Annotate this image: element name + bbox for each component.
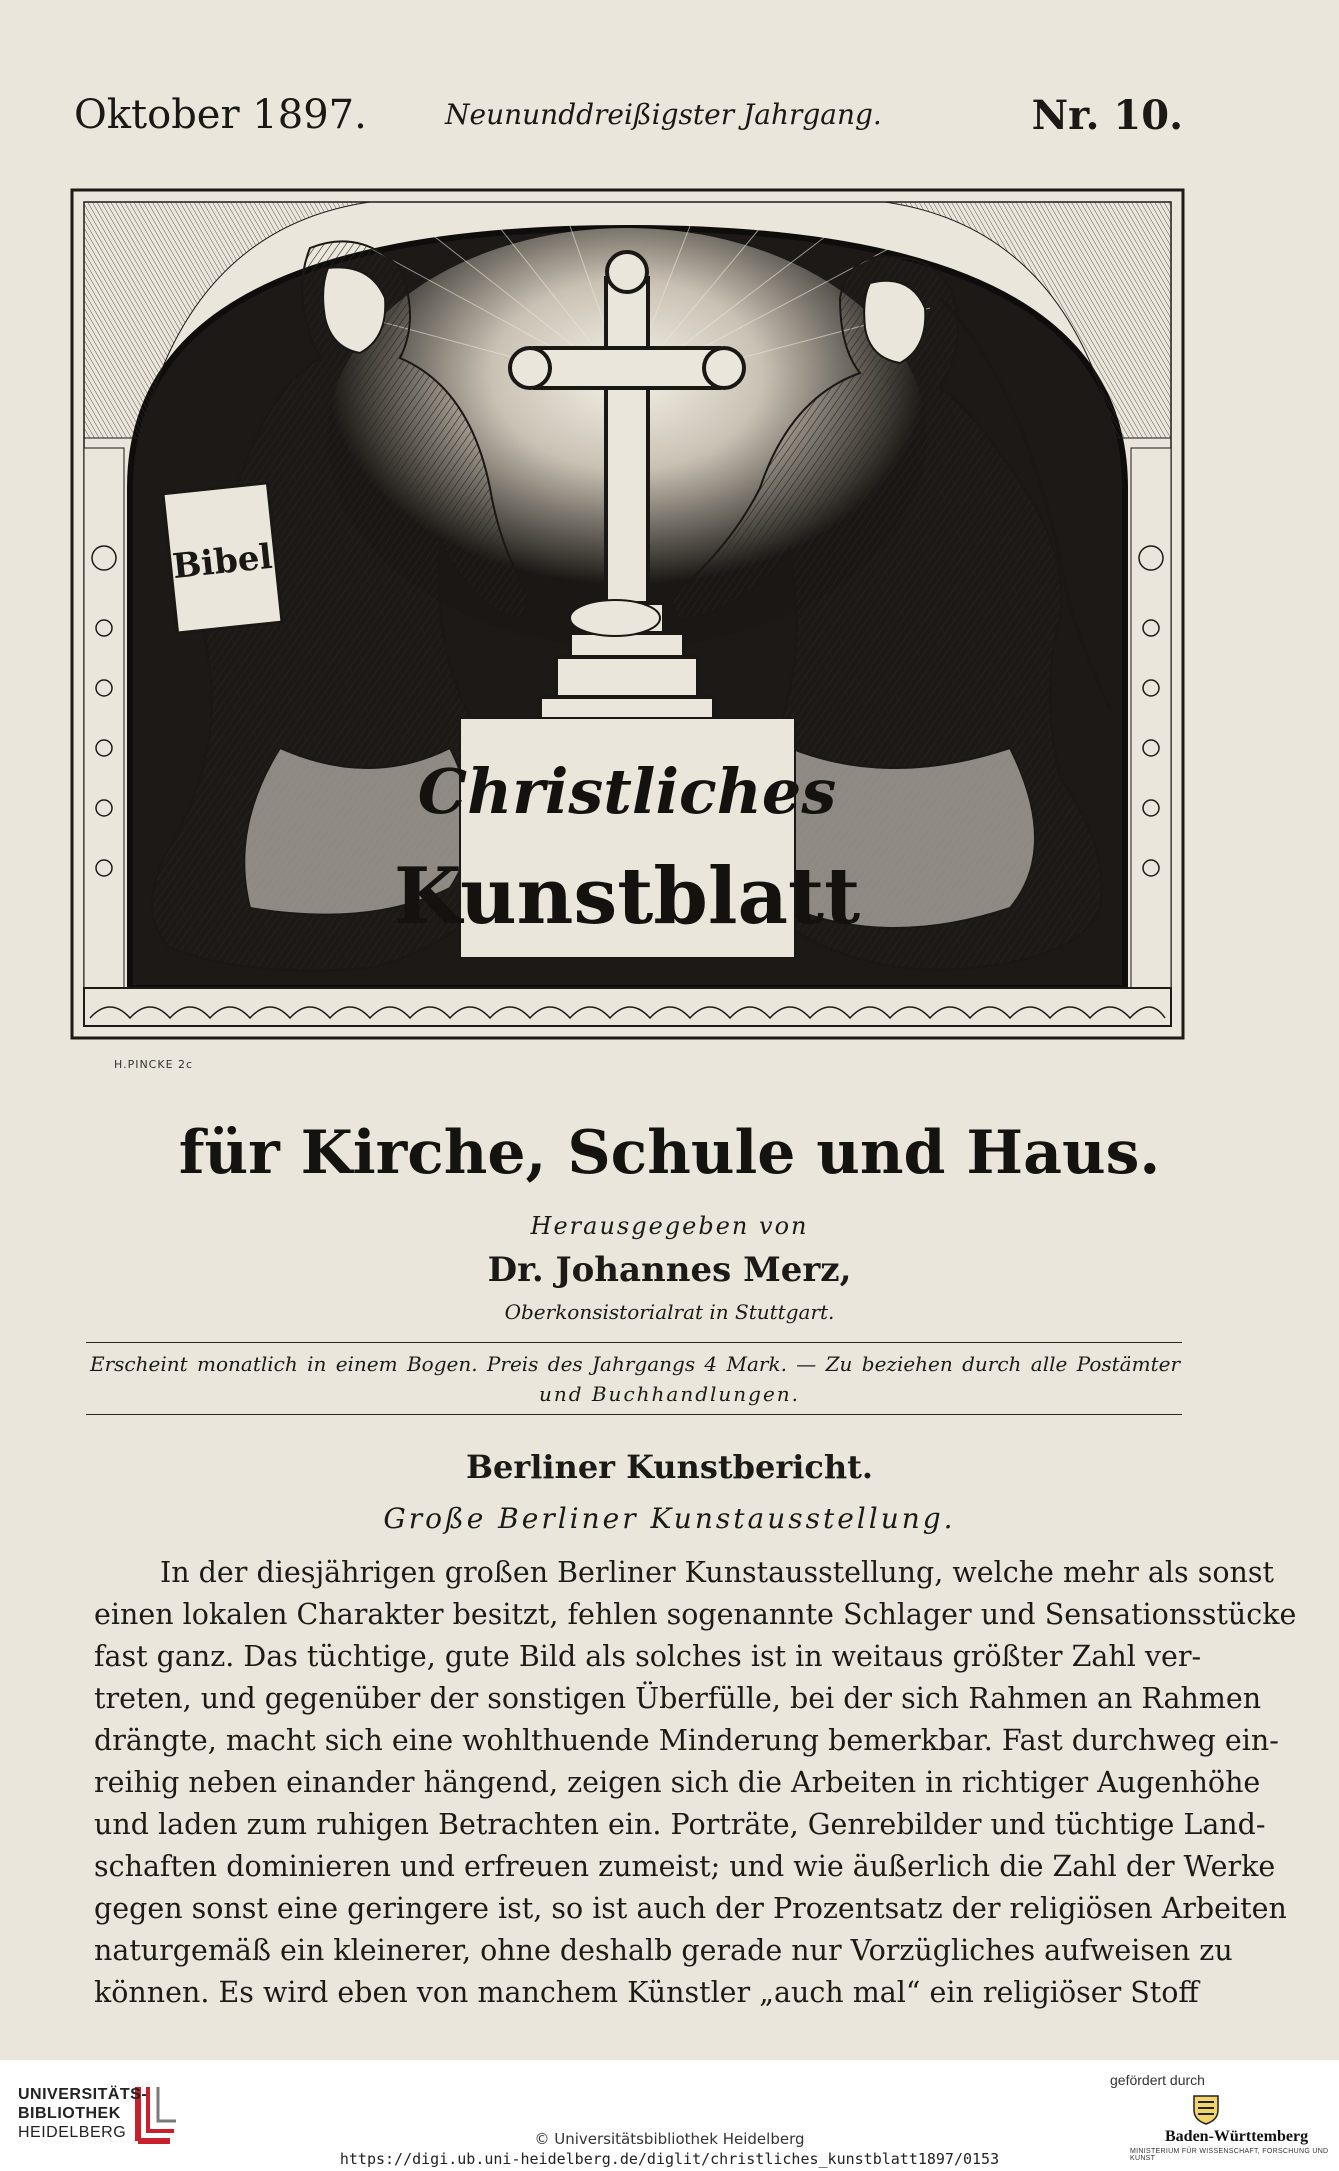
library-name-line3: HEIDELBERG [18, 2124, 127, 2141]
editor-name: Dr. Johannes Merz, [487, 1250, 852, 1290]
funder-subtitle: MINISTERIUM FÜR WISSENSCHAFT, FORSCHUNG UND KUNST [1130, 2148, 1329, 2162]
article-line: drängte, macht sich eine wohlthuende Minderung bemerkbar. Fast durchweg ein- [94, 1724, 1279, 1757]
issue-number: Nr. 10. [1031, 92, 1183, 139]
article-line: treten, und gegenüber der sonstigen Überfülle, bei der sich Rahmen an Rahmen [94, 1682, 1262, 1715]
illustration-title-line1: Christliches [417, 755, 837, 828]
funder-name: Baden-Württemberg [1165, 2128, 1309, 2145]
copyright-notice: © Universitätsbibliothek Heidelberg [534, 2130, 805, 2148]
permalink[interactable]: https://digi.ub.uni-heidelberg.de/diglit/christliches_kunstblatt1897/0153 [339, 2150, 1000, 2168]
divider-bottom [86, 1414, 1182, 1415]
bible-icon [163, 483, 282, 633]
library-name-line1: UNIVERSITÄTS- [18, 2086, 148, 2103]
coat-of-arms-icon [1188, 2092, 1224, 2126]
library-name-line2: BIBLIOTHEK [18, 2105, 121, 2122]
illustration-title-line2: Kunstblatt [393, 851, 861, 942]
publication-info-line1: Erscheint monatlich in einem Bogen. Preis des Jahrgangs 4 Mark. — Zu beziehen durch alle Postämter [90, 1352, 1180, 1376]
publication-info-line2: und Buchhandlungen. [538, 1382, 801, 1406]
article-title: Berliner Kunstbericht. [465, 1448, 874, 1486]
article-subtitle: Große Berliner Kunstausstellung. [383, 1502, 956, 1535]
editor-title: Oberkonsistorialrat in Stuttgart. [504, 1300, 835, 1324]
funding-label: gefördert durch [1110, 2072, 1205, 2088]
volume-label: Neununddreißigster Jahrgang. [445, 98, 882, 131]
article-line: naturgemäß ein kleinerer, ohne deshalb gerade nur Vorzügliches aufweisen zu [94, 1934, 1233, 1967]
article-line: In der diesjährigen großen Berliner Kunstausstellung, welche mehr als sonst [160, 1556, 1274, 1589]
article-line: schaften dominieren und erfreuen zumeist; und wie äußerlich die Zahl der Werke [94, 1850, 1276, 1883]
engraver-credit: H.PINCKE 2c [114, 1058, 194, 1071]
title-illustration [70, 188, 1185, 1040]
hands [570, 600, 660, 636]
bible-label: Bibel [170, 536, 275, 588]
article-line: können. Es wird eben von manchem Künstler „auch mal“ ein religiöser Stoff [94, 1976, 1199, 2009]
editor-intro: Herausgegeben von [530, 1212, 809, 1240]
article-line: und laden zum ruhigen Betrachten ein. Porträte, Genrebilder und tüchtige Land- [94, 1808, 1266, 1841]
divider-top [86, 1342, 1182, 1343]
article-line: fast ganz. Das tüchtige, gute Bild als solches ist in weitaus größter Zahl ver- [94, 1640, 1202, 1673]
article-line: gegen sonst eine geringere ist, so ist auch der Prozentsatz der religiösen Arbeiten [94, 1892, 1287, 1925]
article-line: einen lokalen Charakter besitzt, fehlen sogenannte Schlager und Sensationsstücke [94, 1598, 1297, 1631]
article-line: reihig neben einander hängend, zeigen sich die Arbeiten in richtiger Augenhöhe [94, 1766, 1261, 1799]
subtitle: für Kirche, Schule und Haus. [178, 1118, 1161, 1188]
issue-month: Oktober 1897. [74, 92, 367, 138]
